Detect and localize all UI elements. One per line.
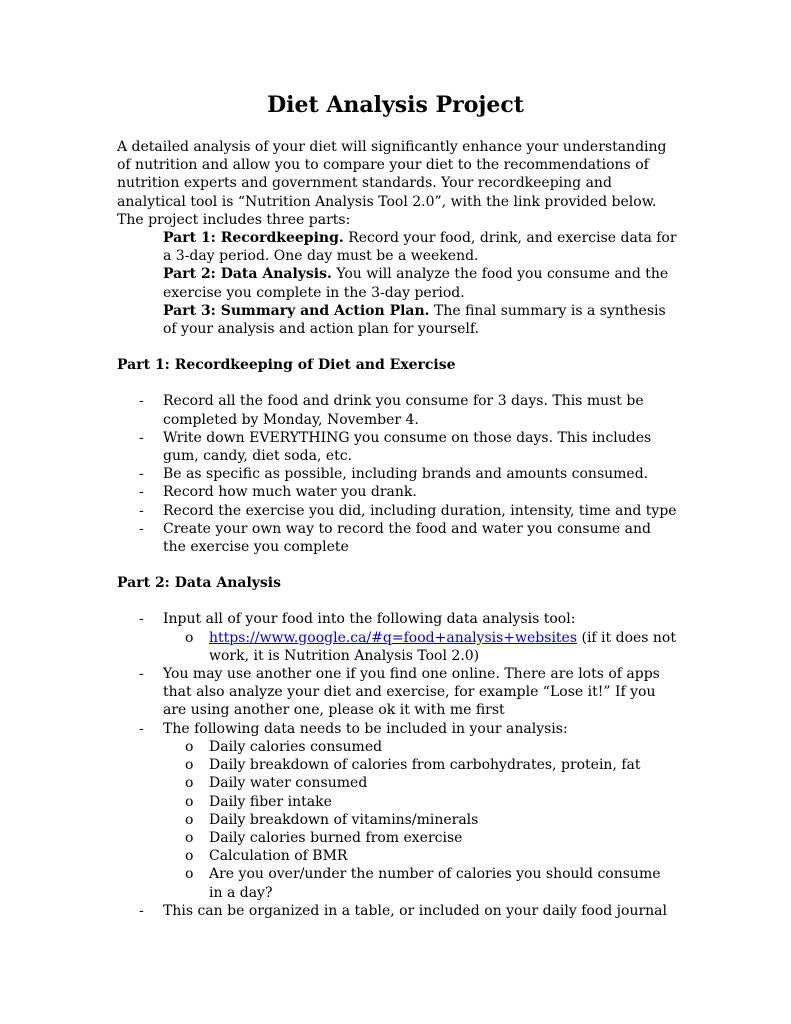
sublist-item [163,811,677,829]
dash-bullet: - [139,720,144,737]
sublist-item [163,629,677,665]
list-item-text: Record the exercise you did, including duration, intensity, time and type [163,502,677,519]
dash-bullet: - [139,611,144,628]
part-3-text: The final summary is a synthesis of your analysis and action plan for yourself. [163,302,666,338]
list-item [117,520,677,556]
list-item-text: Record all the food and drink you consume for 3 days. This must be completed by Monday, November 4. [163,393,644,428]
list-item [117,902,677,920]
sublist-item-text: Daily breakdown of vitamins/minerals [209,811,479,828]
list-item-text: Create your own way to record the food and water you consume and the exercise you complete [163,520,651,556]
parts-list [117,229,677,338]
sublist-item-text: Daily calories burned from exercise [209,829,463,846]
dash-bullet: - [139,393,144,410]
sublist-item [163,847,677,865]
part-3-item [163,302,677,338]
document-body [117,138,677,920]
part-3-label: Part 3: Summary and Action Plan. [163,302,430,319]
sublist-item-text: Daily water consumed [209,775,368,792]
required-data-sublist [163,738,677,902]
dash-bullet: - [139,520,144,537]
dash-bullet: - [139,466,144,483]
part-2-item [163,265,677,301]
circle-bullet: o [185,629,194,646]
circle-bullet: o [185,793,194,810]
list-item-text: This can be organized in a table, or included on your daily food journal [163,902,667,919]
list-item [117,720,677,902]
page-title: Diet Analysis Project [267,92,524,118]
list-item [117,610,677,665]
sublist-item-text: Daily fiber intake [209,793,332,810]
list-item-text: Input all of your food into the following data analysis tool: [163,611,576,628]
sublist-item [163,793,677,811]
dash-bullet: - [139,502,144,519]
list-item [117,392,677,428]
dash-bullet: - [139,429,144,446]
part-1-label: Part 1: Recordkeeping. [163,230,344,247]
list-item-text: Be as specific as possible, including brands and amounts consumed. [163,466,649,483]
section-2-heading: Part 2: Data Analysis [117,575,281,592]
list-item [117,465,677,483]
analysis-tool-link[interactable]: https://www.google.ca/#q=food+analysis+websites [209,629,578,646]
circle-bullet: o [185,829,194,846]
sublist-item-text: Daily breakdown of calories from carbohydrates, protein, fat [209,757,641,774]
sublist-item [163,774,677,792]
dash-bullet: - [139,666,144,683]
part-1-item [163,229,677,265]
list-item [117,665,677,720]
sublist-item-text: Are you over/under the number of calories you should consume in a day? [209,866,661,901]
dash-bullet: - [139,902,144,919]
sublist-item [163,738,677,756]
link-note: (if it does not work, it is Nutrition Analysis Tool 2.0) [209,629,676,664]
list-item-text: Write down EVERYTHING you consume on those days. This includes gum, candy, diet soda, etc. [163,429,652,465]
section-1-heading: Part 1: Recordkeeping of Diet and Exercise [117,357,456,374]
list-item-text: The following data needs to be included in your analysis: [163,720,568,737]
section-2-list [117,610,677,919]
sublist-item [163,756,677,774]
intro-paragraph: A detailed analysis of your diet will significantly enhance your understanding of nutrition and allow you to compare your diet to the recommendations of nutrition experts and government standards. Your recordkeeping and analytical tool is “Nutrition Analysis Tool 2.0”, with the link provided below. The project includes three parts: [117,139,667,228]
circle-bullet: o [185,757,194,774]
part-2-label: Part 2: Data Analysis. [163,266,332,283]
list-item-text: Record how much water you drank. [163,484,417,501]
sublist-item [163,865,677,901]
list-item [117,502,677,520]
section-1-list [117,392,677,556]
dash-bullet: - [139,484,144,501]
circle-bullet: o [185,848,194,865]
sublist-item [163,829,677,847]
circle-bullet: o [185,811,194,828]
sublist-item-text: Daily calories consumed [209,738,383,755]
part-2-text: You will analyze the food you consume and the exercise you complete in the 3-day period. [163,266,669,301]
sublist-item-text: Calculation of BMR [209,848,348,865]
circle-bullet: o [185,866,194,883]
list-item [117,429,677,465]
part-1-text: Record your food, drink, and exercise data for a 3-day period. One day must be a weekend. [163,230,677,265]
circle-bullet: o [185,775,194,792]
circle-bullet: o [185,738,194,755]
list-item-text: You may use another one if you find one online. There are lots of apps that also analyze your diet and exercise, for example “Lose it!” If you are using another one, please ok it with me first [163,666,660,719]
list-item [117,483,677,501]
link-sublist [163,629,677,665]
